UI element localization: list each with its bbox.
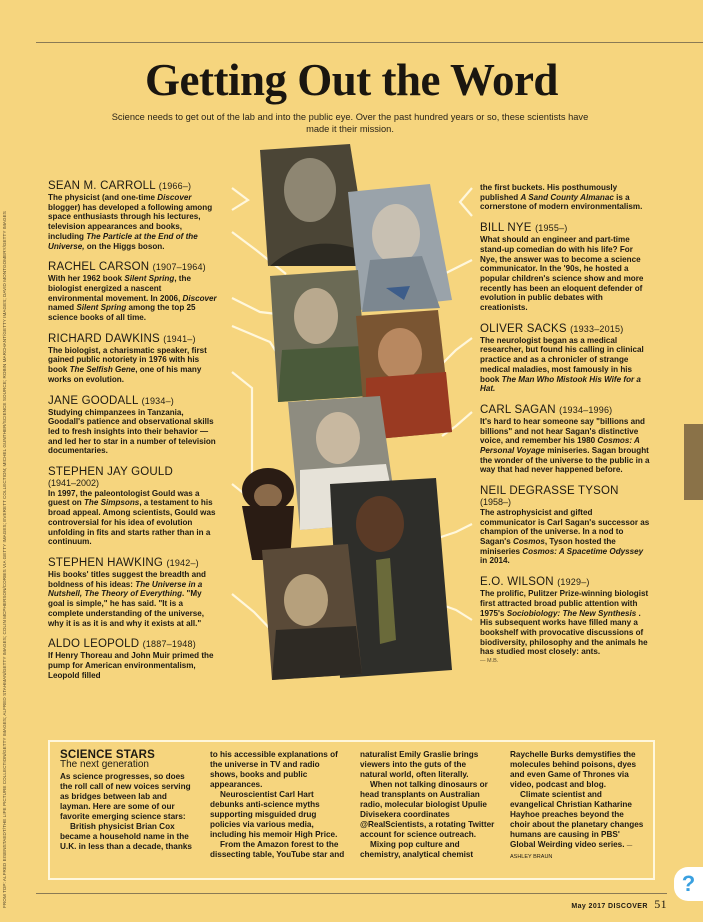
stars-column: Raychelle Burks demystifies the molecules behind poisons, dyes and even Game of Thrones via video, podcast and blog. Climate scientist and evangelical Christian Katharine Hayhoe preaches beyond the choir about the planetary changes humans are causing in PBS' Global Weirding video series. — ASHLEY BRAUN [510, 750, 644, 860]
bottom-rule [36, 893, 667, 894]
profile-text: The biologist, a charismatic speaker, first gained public notoriety in 1976 with his book The Selfish Gene, one of his many works on evolution. [48, 345, 207, 384]
profile-name: STEPHEN JAY GOULD [48, 466, 174, 479]
profile-entry [48, 180, 218, 251]
bill-nye-photo [348, 184, 452, 312]
page-number: 51 [654, 897, 667, 911]
top-rule [36, 42, 703, 43]
photo-credits: FROM TOP: ALFRED EISENSTAEDT/THE LIFE PICTURE COLLECTION/GETTY IMAGES; ALFRED STAHMAN/GETTY IMAGES; COLIN MCPHERSON/CORBIS VIA GETTY IMAGES; EVERETT COLLECTION; MICHEL GUNTHER/SCIENCE SOURCE; ROBIN MARCHANT/GETTY IMAGES; DAVID MONTGOMERY/GETTY IMAGES [2, 211, 7, 908]
profile-entry [48, 557, 218, 628]
profile-name: SEAN M. CARROLL [48, 180, 156, 192]
scientist-collage [190, 140, 510, 720]
sidebar-title: SCIENCE STARS [60, 749, 156, 761]
connector-line [440, 338, 472, 366]
profile-name: OLIVER SACKS [480, 322, 567, 335]
profile-name: CARL SAGAN [480, 403, 556, 416]
stars-column: SCIENCE STARS The next generation As science progresses, so does the roll call of new voices serving as bridges between lab and layman. Here are some of our favorite emerging science stars: British physicist Brian Cox became a household name in the U.K. in less than a decade, thanks [60, 750, 195, 852]
profile-text: The neurologist began as a medical researcher, but found his calling in clinical practice and as a chronicler of strange medical maladies, most famously in his book The Man Who Mistook His Wife for a Hat. [480, 335, 644, 394]
profile-text: Studying chimpanzees in Tanzania, Goodall's patience and observational skills led to fresh insights into their behavior — and led her to star in a number of television documentaries. [48, 407, 216, 456]
profile-entry [48, 333, 218, 385]
connector-line [232, 188, 248, 210]
page-footer [571, 897, 667, 912]
chimpanzee-photo [242, 468, 294, 560]
connector-line [460, 188, 472, 216]
issue-label: May 2017 DISCOVER [571, 903, 648, 910]
profile-name: JANE GOODALL [48, 394, 139, 407]
profile-years: (1934–) [141, 395, 174, 406]
profile-text: The physicist (and one-time Discover blogger) has developed a following among space enthusiasts through his lectures, television appearances and books, including The Particle at the End of the Universe, on the Higgs boson. [48, 193, 213, 251]
profile-years: (1966–) [158, 181, 192, 191]
richard-dawkins-photo [270, 270, 368, 402]
profile-name: RICHARD DAWKINS [48, 332, 160, 345]
profile-years: (1942–) [166, 557, 199, 568]
profile-text: the first buckets. His posthumously published A Sand County Almanac is a cornerstone of modern environmentalism. [480, 183, 643, 212]
profile-name: NEIL DEGRASSE TYSON [480, 485, 619, 498]
page-title: Getting Out the Word [145, 55, 558, 105]
author-credit: — ASHLEY BRAUN [510, 843, 633, 860]
stars-column: to his accessible explanations of the universe in TV and radio shows, books and public appearances. Neuroscientist Carl Hart debunks anti-science myths supporting misguided drug policies via various media, including his memoir High Price. From the Amazon forest to the dissecting table, YouTube star and [210, 750, 345, 859]
profile-text: The prolific, Pulitzer Prize-winning biologist first attracted broad public attention with 1975's Sociobiology: The New Synthesis . His subsequent works have filled many a bookshelf with provocative discussions of biodiversity, philosophy and the animals he has studied most closely: ants. [480, 589, 649, 657]
profile-entry [480, 404, 650, 475]
profile-name: E.O. WILSON [480, 576, 554, 589]
profile-text: In 1997, the paleontologist Gould was a guest on The Simpsons, a testament to his broad appeal. Among scientists, Gould was controversial for his idea of evolution unfolding in fits and starts rather than in a continuum. [48, 488, 216, 547]
page-subtitle: Science needs to get out of the lab and into the public eye. Over the past hundred years or so, these scientists have made it their mission. [111, 112, 589, 134]
sidebar-subtitle: The next generation [60, 759, 149, 770]
profile-text: It's hard to hear someone say "billions and billions" and not hear Sagan's distinctive voice, and remember his 1980 Cosmos: A Personal Voyage miniseries. Sagan brought the wonder of the universe to the public in a way that had never happened before. [480, 416, 650, 475]
connector-line [232, 372, 252, 478]
profile-years: (1941–) [163, 333, 196, 344]
profile-entry [48, 261, 218, 323]
profile-entry [480, 485, 650, 566]
stars-column: naturalist Emily Graslie brings viewers into the guts of the natural world, often literally. When not talking dinosaurs or head transplants on Australian radio, molecular biologist Upulie Divisekera coordinates @RealScientists, a rotating Twitter account for science outreach. Mixing pop culture and chemistry, analytical chemist [360, 750, 495, 859]
profile-years: (1958–) [480, 497, 512, 508]
profile-years: (1929–) [557, 577, 590, 588]
profile-entry-continued [480, 183, 650, 212]
profiles-left-column [48, 180, 218, 690]
profile-years: (1907–1964) [152, 262, 206, 273]
profile-text: His books' titles suggest the breadth and boldness of his ideas: The Universe in a Nutshell, The Theory of Everything. "My goal is simple," he has said. "It is a complete understanding of the universe, why it is as it is and why it exists at all." [48, 569, 206, 628]
profile-entry [480, 576, 650, 667]
profile-entry [48, 638, 218, 680]
help-icon[interactable]: ? [674, 867, 703, 901]
author-initials: — M.B. [480, 658, 499, 665]
profile-name: RACHEL CARSON [48, 261, 150, 274]
profile-text: If Henry Thoreau and John Muir primed the pump for American environmentalism, Leopold filled [48, 651, 214, 680]
page-edge-tab [684, 424, 703, 500]
profile-text: With her 1962 book Silent Spring, the biologist energized a nascent environmental movement. In 2006, Discover named Silent Spring among the top 25 science books of all time. [48, 274, 217, 323]
profile-entry [48, 466, 218, 547]
profile-entry [48, 395, 218, 457]
connector-line [438, 524, 472, 538]
profiles-right-column [480, 183, 650, 677]
profile-entry [480, 222, 650, 313]
profile-years: (1887–1948) [142, 639, 196, 650]
profile-name: STEPHEN HAWKING [48, 556, 164, 569]
profile-years: (1934–1996) [559, 404, 613, 415]
profile-text: What should an engineer and part-time stand-up comedian do with his life? For Nye, the answer was to become a science communicator. In the '90s, he hosted a popular children's science show and more recently has been an eloquent defender of evolution in public debates with creationists. [480, 235, 644, 313]
profile-years: (1955–) [535, 223, 568, 234]
profile-text: The astrophysicist and gifted communicator is Carl Sagan's successor as champion of the universe. In a nod to Sagan's Cosmos, Tyson hosted the miniseries Cosmos: A Spacetime Odyssey in 2014. [480, 507, 650, 566]
profile-name: ALDO LEOPOLD [48, 638, 140, 651]
science-stars-box [48, 740, 655, 880]
stephen-hawking-photo [262, 544, 362, 680]
profile-years: (1941–2002) [48, 478, 100, 489]
profile-years: (1933–2015) [570, 323, 624, 334]
profile-name: BILL NYE [480, 222, 532, 235]
profile-entry [480, 323, 650, 394]
